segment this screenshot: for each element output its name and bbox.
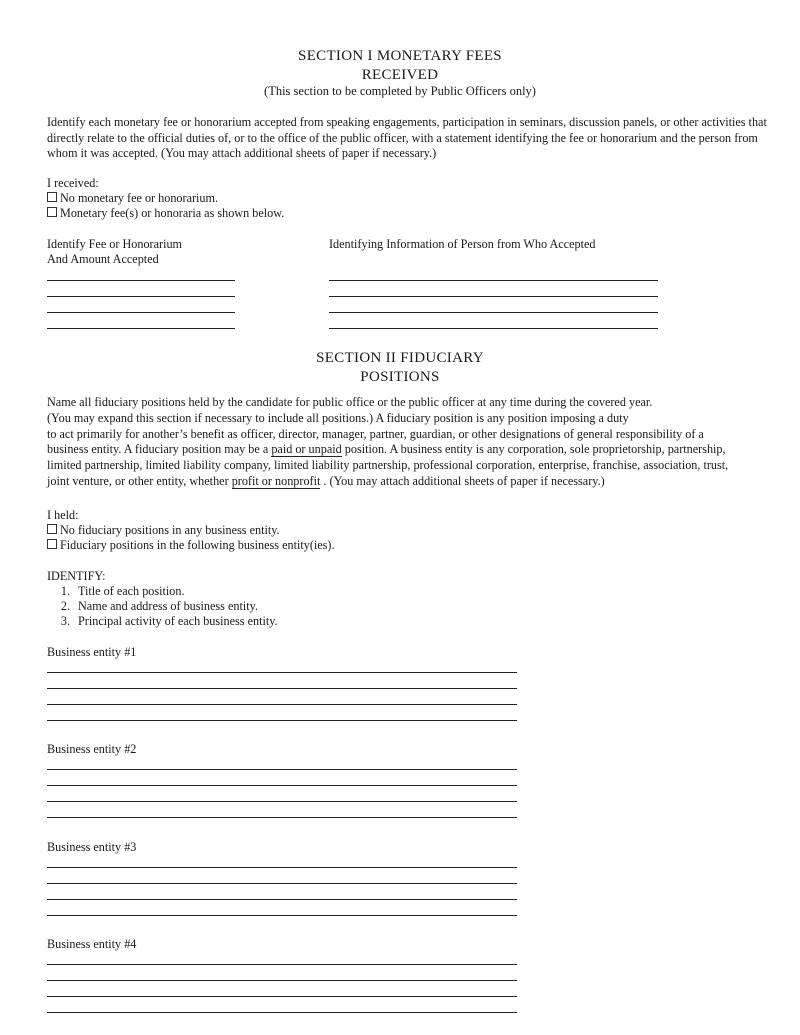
section2-para-line2: (You may expand this section if necessary to include all positions.) A fiduciary position is any position imposing a duty (47, 411, 629, 425)
identify-item-number: 1. (60, 584, 70, 598)
person-input-line[interactable] (329, 328, 658, 329)
business-entity-1-label: Business entity #1 (47, 645, 137, 659)
entity-3-input-line[interactable] (47, 867, 517, 868)
received-option-shown[interactable] (47, 206, 284, 221)
held-option-none[interactable] (47, 523, 280, 538)
checkbox-icon[interactable] (47, 207, 57, 217)
entity-4-input-line[interactable] (47, 980, 517, 981)
person-column-header: Identifying Information of Person from Who Accepted (329, 237, 596, 251)
entity-2-input-line[interactable] (47, 817, 517, 818)
paid-or-unpaid-underlined: paid or unpaid (271, 442, 342, 456)
para-line4-start: business entity. A fiduciary position may be a (47, 442, 272, 456)
business-entity-2-label: Business entity #2 (47, 742, 137, 756)
section1-title-line2: RECEIVED (361, 67, 439, 83)
identify-item (56, 599, 258, 614)
section2-title-line2: POSITIONS (360, 369, 440, 385)
identify-item-number: 3. (60, 614, 70, 628)
section2-para-line1: Name all fiduciary positions held by the candidate for public office or the public officer at any time during the covered year. (47, 395, 653, 409)
received-option-shown-label: Monetary fee(s) or honoraria as shown below. (60, 206, 285, 220)
para-line6-end: . (You may attach additional sheets of paper if necessary.) (320, 474, 605, 488)
fee-input-line[interactable] (47, 328, 235, 329)
received-option-none[interactable] (47, 191, 218, 206)
fee-input-line[interactable] (47, 312, 235, 313)
fee-column-header-line2: And Amount Accepted (47, 252, 159, 266)
entity-1-input-line[interactable] (47, 720, 517, 721)
entity-1-input-line[interactable] (47, 704, 517, 705)
entity-1-input-line[interactable] (47, 688, 517, 689)
entity-3-input-line[interactable] (47, 899, 517, 900)
section1-paragraph: Identify each monetary fee or honorarium accepted from speaking engagements, participation in seminars, discussion panels, or other activities that directly relate to the official duties of, or to the office of the public officer, with a statement identifying the fee or honorarium and the person from whom it was accepted. (You may attach additional sheets of paper if necessary.) (47, 115, 767, 161)
held-option-following[interactable] (47, 538, 335, 553)
para-line6-start: joint venture, or other entity, whether (47, 474, 232, 488)
business-entity-3-label: Business entity #3 (47, 840, 137, 854)
section2-para-line4 (47, 442, 726, 457)
entity-4-input-line[interactable] (47, 1012, 517, 1013)
entity-3-input-line[interactable] (47, 915, 517, 916)
fee-input-line[interactable] (47, 280, 235, 281)
person-input-line[interactable] (329, 296, 658, 297)
entity-4-input-line[interactable] (47, 996, 517, 997)
fee-input-line[interactable] (47, 296, 235, 297)
section1-subtitle: (This section to be completed by Public Officers only) (264, 84, 536, 98)
entity-2-input-line[interactable] (47, 801, 517, 802)
identify-item (56, 584, 185, 599)
identify-item-text: Title of each position. (78, 584, 185, 598)
entity-2-input-line[interactable] (47, 769, 517, 770)
section2-para-line5: limited partnership, limited liability company, limited liability partnership, professional corporation, enterprise, franchise, association, trust, (47, 458, 729, 472)
entity-2-input-line[interactable] (47, 785, 517, 786)
para-line4-end: position. A business entity is any corporation, sole proprietorship, partnership, (341, 442, 726, 456)
identify-item-text: Name and address of business entity. (78, 599, 258, 613)
received-option-none-label: No monetary fee or honorarium. (60, 191, 219, 205)
entity-1-input-line[interactable] (47, 672, 517, 673)
held-option-none-label: No fiduciary positions in any business entity. (60, 523, 280, 537)
entity-3-input-line[interactable] (47, 883, 517, 884)
checkbox-icon[interactable] (47, 192, 57, 202)
identify-label: IDENTIFY: (47, 569, 106, 583)
received-label: I received: (47, 176, 99, 190)
person-input-line[interactable] (329, 312, 658, 313)
identify-item (56, 614, 278, 629)
business-entity-4-label: Business entity #4 (47, 937, 137, 951)
section1-title-line1: SECTION I MONETARY FEES (298, 48, 502, 64)
checkbox-icon[interactable] (47, 524, 57, 534)
entity-4-input-line[interactable] (47, 964, 517, 965)
held-option-following-label: Fiduciary positions in the following business entity(ies). (60, 538, 335, 552)
checkbox-icon[interactable] (47, 539, 57, 549)
profit-or-nonprofit-underlined: profit or nonprofit (231, 474, 321, 488)
section2-para-line6 (47, 474, 605, 489)
fee-column-header-line1: Identify Fee or Honorarium (47, 237, 183, 251)
section2-title-line1: SECTION II FIDUCIARY (316, 350, 484, 366)
identify-item-text: Principal activity of each business entity. (78, 614, 278, 628)
person-input-line[interactable] (329, 280, 658, 281)
held-label: I held: (47, 508, 79, 522)
identify-item-number: 2. (60, 599, 70, 613)
section2-para-line3: to act primarily for another’s benefit as officer, director, manager, partner, guardian, or other designations of general responsibility of a (47, 427, 704, 441)
